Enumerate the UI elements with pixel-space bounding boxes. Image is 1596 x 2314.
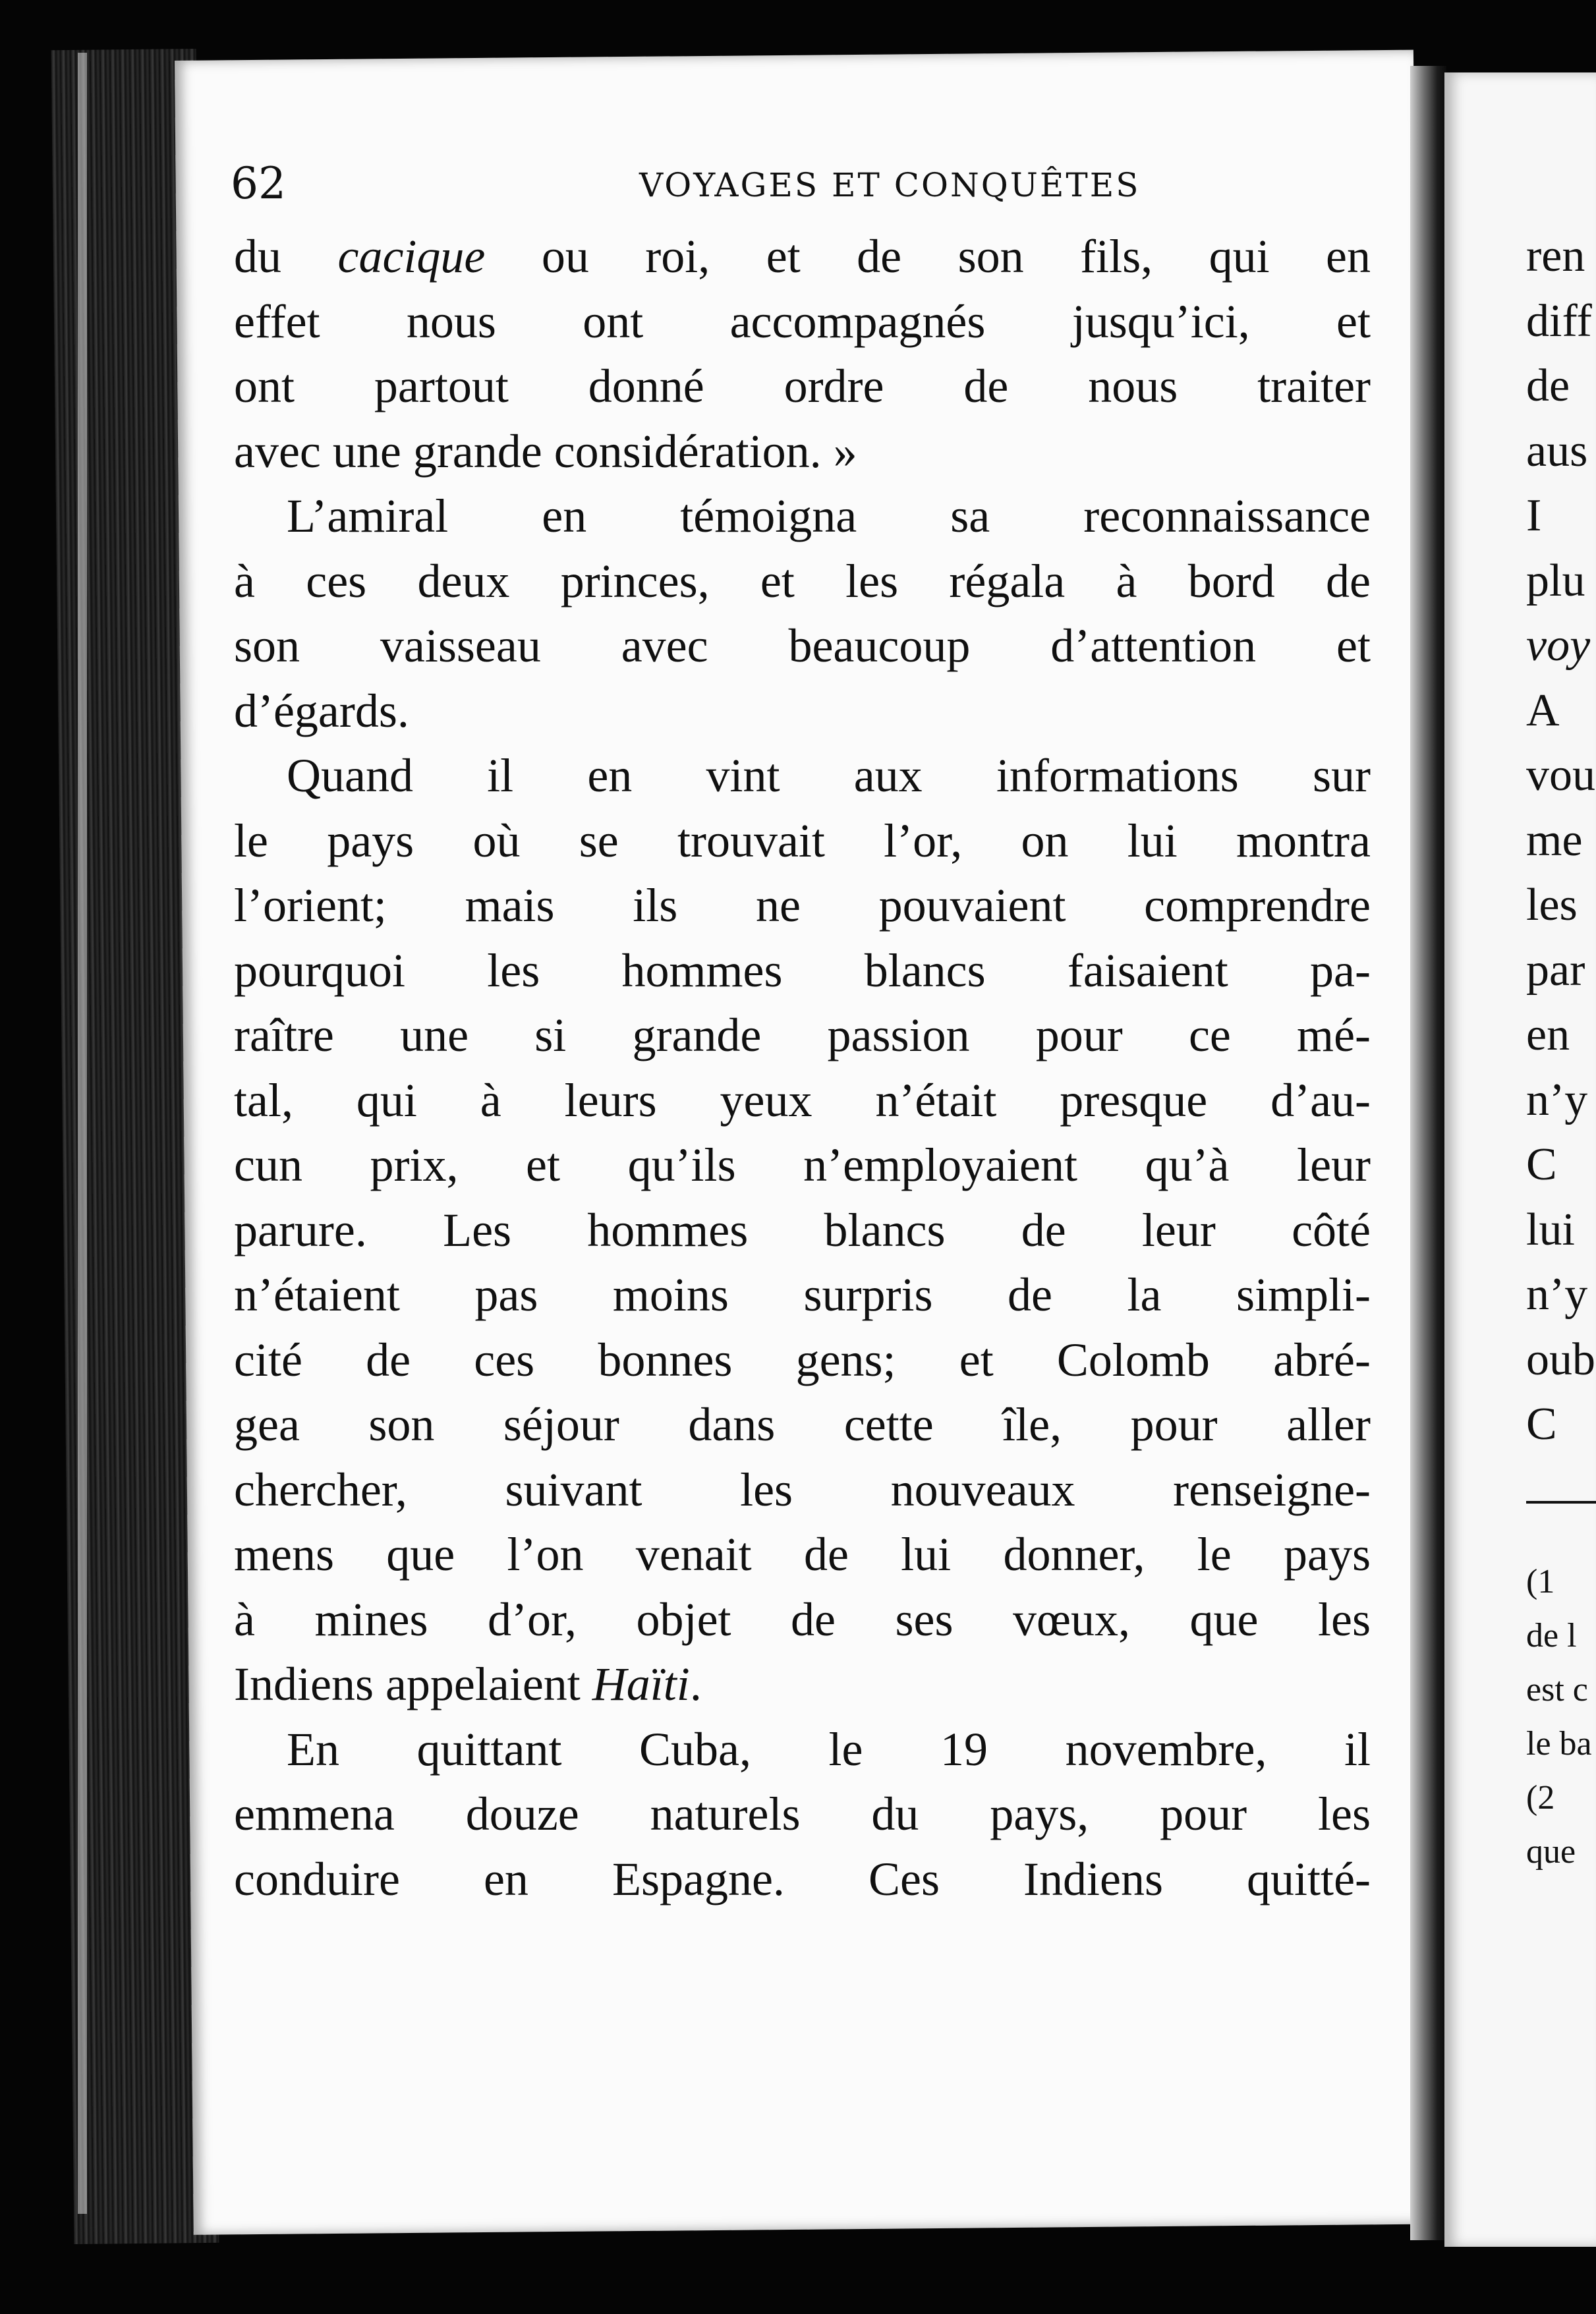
footnote-fragment: (2 <box>1526 1779 1555 1817</box>
text-segment: son vaisseau avec beaucoup d’attention et <box>234 619 1371 672</box>
text-segment: parure. Les hommes blancs de leur côté <box>234 1203 1371 1256</box>
page-gutter <box>1410 66 1446 2240</box>
text-segment: à mines d’or, objet de ses vœux, que les <box>234 1593 1371 1646</box>
footnote-fragment: le ba <box>1526 1725 1592 1763</box>
spine-highlight <box>78 53 87 2214</box>
text-segment: L’amiral en témoigna sa reconnaissance <box>287 490 1371 542</box>
footnote-fragment: est c <box>1526 1671 1588 1708</box>
running-title: VOYAGES ET CONQUÊTES <box>639 166 1141 204</box>
right-page-line: me <box>1526 814 1583 866</box>
text-line <box>234 1068 1371 1133</box>
page-number: 62 <box>231 158 286 209</box>
text-segment: chercher, suivant les nouveaux renseigne- <box>234 1463 1371 1516</box>
text-line <box>234 1198 1371 1263</box>
text-segment: cité de ces bonnes gens; et Colomb abré- <box>234 1333 1371 1386</box>
text-segment: n’étaient pas moins surpris de la simpli- <box>234 1268 1371 1321</box>
text-segment: cun prix, et qu’ils n’employaient qu’à leur <box>234 1139 1371 1191</box>
text-segment: ou roi, et de son fils, qui en <box>485 230 1371 283</box>
text-segment: l’orient; mais ils ne pouvaient comprendre <box>234 879 1371 932</box>
text-line <box>234 613 1371 679</box>
text-segment: mens que l’on venait de lui donner, le pays <box>234 1528 1371 1581</box>
right-page-line: en <box>1526 1009 1570 1060</box>
text-segment: le pays où se trouvait l’or, on lui montra <box>234 814 1371 867</box>
text-line <box>234 1328 1371 1393</box>
text-line <box>234 1652 1371 1717</box>
right-page-line: ren <box>1526 231 1585 281</box>
right-page-line: plu <box>1526 555 1585 606</box>
right-page-line: de <box>1526 360 1570 411</box>
text-line <box>234 1717 1371 1782</box>
body-text <box>234 224 1371 1911</box>
text-line <box>234 484 1371 549</box>
text-segment: effet nous ont accompagnés jusqu’ici, et <box>234 295 1371 348</box>
text-segment: tal, qui à leurs yeux n’était presque d’au- <box>234 1073 1371 1127</box>
right-page-line: les <box>1526 880 1578 930</box>
text-segment: conduire en Espagne. Ces Indiens quitté- <box>234 1852 1371 1905</box>
text-segment: à ces deux princes, et les régala à bord de <box>234 554 1371 607</box>
footnote-fragment: que <box>1526 1833 1576 1871</box>
right-page-line: A <box>1526 685 1560 736</box>
text-line <box>234 1587 1371 1652</box>
text-segment: En quittant Cuba, le 19 novembre, il <box>287 1722 1371 1776</box>
right-page-footnotes <box>1526 1555 1596 1879</box>
text-segment: gea son séjour dans cette île, pour aller <box>234 1398 1371 1451</box>
text-segment: du <box>234 230 338 283</box>
footnote-rule <box>1526 1501 1596 1504</box>
text-line <box>234 224 1371 289</box>
text-line <box>234 354 1371 419</box>
right-page-line: oub <box>1526 1334 1595 1385</box>
right-page-line: vou <box>1526 750 1595 801</box>
text-line <box>234 1392 1371 1457</box>
text-line <box>234 1847 1371 1912</box>
right-page-line: lui <box>1526 1204 1575 1255</box>
text-segment: raître une si grande passion pour ce mé- <box>234 1009 1371 1061</box>
text-line <box>234 549 1371 614</box>
right-page-line: par <box>1526 944 1585 996</box>
text-line <box>234 1457 1371 1523</box>
text-line <box>234 1133 1371 1198</box>
right-page-line: C <box>1526 1399 1557 1450</box>
text-segment: Indiens appelaient <box>234 1658 592 1710</box>
italic-text: Haïti <box>592 1658 690 1710</box>
text-line <box>234 419 1371 484</box>
text-line <box>234 743 1371 808</box>
text-line <box>234 873 1371 938</box>
text-line <box>234 1522 1371 1587</box>
text-line <box>234 808 1371 874</box>
text-segment: emmena douze naturels du pays, pour les <box>234 1788 1371 1840</box>
text-line <box>234 938 1371 1003</box>
right-page-line: n’y <box>1526 1074 1588 1125</box>
right-page-text <box>1526 224 1596 1457</box>
right-page-line: C <box>1526 1139 1557 1190</box>
text-line <box>234 1003 1371 1068</box>
italic-text: cacique <box>337 230 486 283</box>
right-page-line: I <box>1526 490 1542 541</box>
text-segment: ont partout donné ordre de nous traiter <box>234 360 1371 412</box>
text-segment: pourquoi les hommes blancs faisaient pa- <box>234 944 1371 997</box>
right-page-line: n’y <box>1526 1269 1588 1320</box>
text-line <box>234 289 1371 354</box>
text-segment: . <box>689 1658 702 1710</box>
footnote-fragment: de l <box>1526 1617 1577 1654</box>
text-segment: d’égards. <box>234 684 409 737</box>
page-header <box>231 158 1153 217</box>
footnote-fragment: (1 <box>1526 1563 1555 1600</box>
right-page-line: diff <box>1526 295 1592 347</box>
text-line <box>234 1782 1371 1847</box>
right-page-line: voy <box>1526 620 1591 671</box>
text-segment: Quand il en vint aux informations sur <box>287 749 1371 802</box>
text-line <box>234 1262 1371 1328</box>
right-page-line: aus <box>1526 425 1588 476</box>
text-segment: avec une grande considération. » <box>234 424 857 478</box>
text-line <box>234 679 1371 744</box>
